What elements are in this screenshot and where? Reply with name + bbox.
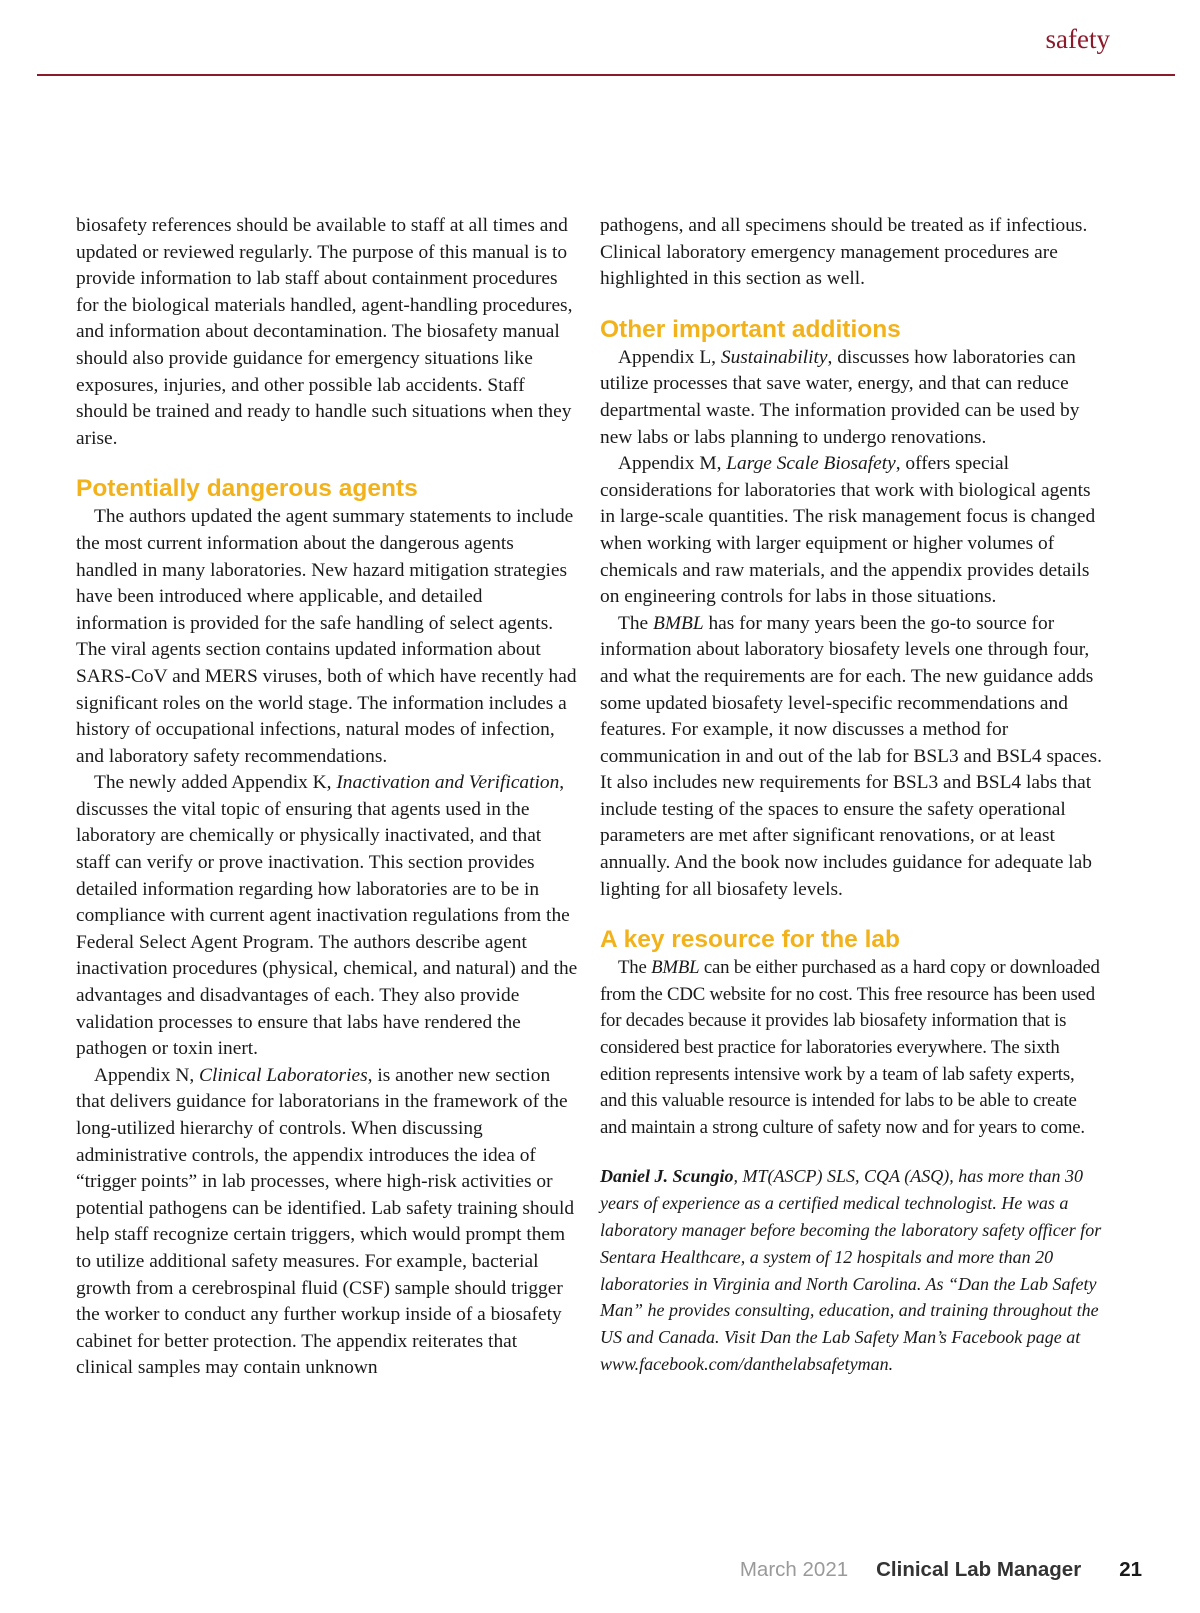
p4-title: Clinical Laboratories	[199, 1064, 368, 1086]
heading-key-resource: A key resource for the lab	[600, 926, 901, 954]
r-p5-body: can be either purchased as a hard copy or downloaded from the CDC website for no cost. This free resource has been used for decades because it provides lab biosafety information that is considered best practice for laboratories everywhere. The sixth edition represents intensive work by a team of lab safety experts, and this valuable resource is intended for labs to be able to create and maintain a strong culture of safety now and for years to come.	[600, 957, 1100, 1138]
r-p4-title: BMBL	[653, 612, 704, 634]
section-label: safety	[1045, 24, 1110, 54]
heading-other-important-additions: Other important additions	[600, 315, 901, 343]
left-paragraph-4	[76, 1063, 578, 1382]
right-paragraph-2	[600, 345, 1102, 451]
right-paragraph-3	[600, 451, 1102, 611]
right-column	[600, 213, 1102, 1378]
r-p5-lead: The	[618, 957, 652, 979]
p3-body: , discusses the vital topic of ensuring that agents used in the laboratory are chemically or physically inactivated, and that staff can verify or prove inactivation. This section provides detailed information regarding how laboratories are to be in compliance with current agent inactivation regulations from the Federal Select Agent Program. The authors describe agent inactivation procedures (physical, chemical, and natural) and the advantages and disadvantages of each. They also provide validation processes to ensure that labs have rendered the pathogen or toxin inert.	[76, 772, 578, 1060]
right-paragraph-4	[600, 611, 1102, 904]
r-p2-lead: Appendix L,	[618, 346, 721, 368]
author-name: Daniel J. Scungio	[600, 1166, 734, 1187]
author-bio	[600, 1163, 1102, 1377]
p4-lead: Appendix N,	[94, 1064, 200, 1086]
right-paragraph-1: pathogens, and all specimens should be treated as if infectious. Clinical laboratory emergency management procedures are highlighted in this section as well.	[600, 215, 1088, 290]
p3-lead: The newly added Appendix K,	[94, 772, 337, 794]
issue-date: March 2021	[739, 1558, 849, 1581]
p3-title: Inactivation and Verification	[336, 772, 560, 794]
r-p2-body: , discusses how laboratories can utilize processes that save water, energy, and that can reduce departmental waste. The information provided can be used by new labs or labs planning to undergo renovations.	[600, 346, 1080, 448]
page-footer	[740, 1558, 1142, 1582]
header-rule	[37, 74, 1175, 76]
r-p4-body: has for many years been the go-to source for information about laboratory biosafety levels one through four, and what the requirements are for each. The new guidance adds some updated biosafety level-specific recommendations and features. For example, it now discusses a method for communication in and out of the lab for BSL3 and BSL4 spaces. It also includes new requirements for BSL3 and BSL4 labs that include testing of the spaces to ensure the safety operational parameters are met after significant renovations, or at least annually. And the book now includes guidance for adequate lab lighting for all biosafety levels.	[600, 612, 1102, 900]
heading-potentially-dangerous-agents: Potentially dangerous agents	[76, 475, 418, 503]
right-paragraph-5	[600, 955, 1102, 1141]
p4-body: , is another new section that delivers guidance for laboratorians in the framework of the long-utilized hierarchy of controls. When discussing administrative controls, the appendix introduces the idea of “trigger points” in lab processes, where high-risk activities or potential pathogens can be identified. Lab safety training should help staff recognize certain triggers, which would prompt them to utilize additional safety measures. For example, bacterial growth from a cerebrospinal fluid (CSF) sample should trigger the worker to conduct any further workup inside of a biosafety cabinet for better protection. The appendix reiterates that clinical samples may contain unknown	[76, 1064, 575, 1379]
left-paragraph-1: biosafety references should be available to staff at all times and updated or reviewed regularly. The purpose of this manual is to provide information to lab staff about containment procedures for the biological materials handled, agent-handling procedures, and information about decontamination. The biosafety manual should also provide guidance for emergency situations like exposures, injuries, and other possible lab accidents. Staff should be trained and ready to handle such situations when they arise.	[76, 215, 573, 449]
r-p4-lead: The	[618, 612, 653, 634]
r-p2-title: Sustainability	[720, 346, 828, 368]
r-p3-title: Large Scale Biosafety	[726, 453, 896, 475]
page-number: 21	[1119, 1558, 1142, 1581]
left-column	[76, 213, 578, 1382]
r-p3-lead: Appendix M,	[618, 453, 727, 475]
r-p3-body: , offers special considerations for laboratories that work with biological agents in large-scale quantities. The risk management focus is changed when working with larger equipment or higher volumes of chemicals and raw materials, and the appendix provides details on engineering controls for labs in those situations.	[600, 453, 1096, 608]
magazine-name: Clinical Lab Manager	[876, 1558, 1082, 1581]
left-paragraph-2: The authors updated the agent summary statements to include the most current information about the dangerous agents handled in many laboratories. New hazard mitigation strategies have been introduced where applicable, and detailed information is provided for the safe handling of select agents. The viral agents section contains updated information about SARS-CoV and MERS viruses, both of which have recently had significant roles on the world stage. The information includes a history of occupational infections, natural modes of infection, and laboratory safety recommendations.	[76, 506, 577, 767]
author-bio-text: , MT(ASCP) SLS, CQA (ASQ), has more than 30 years of experience as a certified medical technologist. He was a laboratory manager before becoming the laboratory safety officer for Sentara Healthcare, a system of 12 hospitals and more than 20 laboratories in Virginia and North Carolina. As “Dan the Lab Safety Man” he provides consulting, education, and training throughout the US and Canada. Visit Dan the Lab Safety Man’s Facebook page at www.facebook.com/danthelabsafetyman.	[600, 1166, 1102, 1374]
left-paragraph-3	[76, 770, 578, 1063]
r-p5-title: BMBL	[651, 957, 700, 979]
